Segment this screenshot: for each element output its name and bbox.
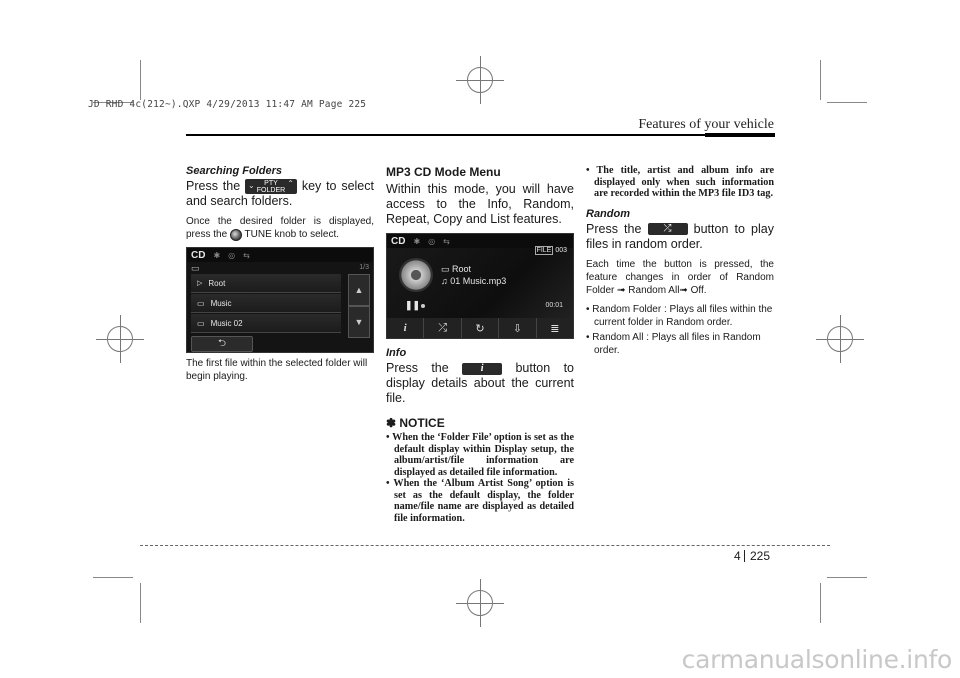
disc-icon: ◎ bbox=[428, 236, 436, 246]
chevron-down-icon: ⌄ bbox=[247, 181, 255, 191]
folder-row-music-02[interactable]: ▭ Music 02 bbox=[191, 314, 341, 333]
info-button[interactable]: i bbox=[403, 322, 407, 334]
heading-random: Random bbox=[586, 207, 630, 220]
control-bar bbox=[387, 318, 573, 338]
tune-knob-icon bbox=[230, 229, 242, 241]
registration-mark-icon bbox=[107, 326, 133, 352]
watermark: carmanualsonline.info bbox=[681, 645, 952, 674]
registration-mark-icon bbox=[827, 326, 853, 352]
random-icon: ⤮ bbox=[648, 223, 688, 235]
section-title: Features of your vehicle bbox=[638, 117, 774, 132]
column-mp3-menu bbox=[386, 165, 574, 524]
folder-icon: ▭ bbox=[441, 264, 450, 274]
random-bullet: • Random All : Plays all files in Random order. bbox=[586, 331, 761, 356]
notice-item: • When the ‘Album Artist Song’ option is set as the default display, the folder name/file name are displayed as detailed file information. bbox=[386, 478, 574, 524]
chapter-number: 4 bbox=[734, 549, 741, 563]
screen-statusbar: CD ✱ ◎ ⇆ bbox=[187, 248, 373, 262]
usb-icon: ⇆ bbox=[243, 250, 250, 260]
crop-mark bbox=[140, 583, 141, 623]
paragraph-press-pty: Press the ⌄ PTY FOLDER ⌃ key to select and search folders. bbox=[186, 179, 374, 209]
screen-statusbar: CD ✱ ◎ ⇆ bbox=[387, 234, 573, 248]
play-icon: ▷ bbox=[197, 280, 203, 288]
list-button[interactable]: ≣ bbox=[536, 318, 573, 338]
folder-row-music[interactable]: ▭ Music bbox=[191, 294, 341, 313]
crop-mark bbox=[140, 60, 141, 100]
heading-info: Info bbox=[386, 347, 407, 359]
folder-list-screen bbox=[186, 247, 374, 353]
header-rule bbox=[186, 134, 774, 136]
notice-item: • When the ‘Folder File’ option is set as the default display within Display setup, the album/artist/file information are displayed as detailed file information. bbox=[386, 432, 574, 478]
heading-searching-folders: Searching Folders bbox=[186, 165, 282, 177]
copy-button[interactable]: ⇩ bbox=[498, 318, 535, 338]
random-button[interactable]: ⤮ bbox=[423, 318, 460, 338]
header-rule-accent bbox=[705, 133, 775, 137]
footer-dashed-rule bbox=[140, 545, 830, 546]
track-name: ♫ 01 Music.mp3 bbox=[441, 276, 507, 286]
paragraph-random: Press the ⤮ button to play files in random order. bbox=[586, 221, 774, 251]
crop-mark bbox=[820, 60, 821, 100]
crop-mark bbox=[827, 577, 867, 578]
repeat-button[interactable]: ↻ bbox=[461, 318, 498, 338]
column-random bbox=[586, 165, 774, 359]
page-separator bbox=[744, 550, 745, 562]
random-bullet: • Random Folder : Plays all files within the current folder in Random order. bbox=[586, 303, 773, 328]
disc-icon: ◎ bbox=[228, 250, 236, 260]
heading-mp3-cd-mode: MP3 CD Mode Menu bbox=[386, 165, 501, 179]
caption-first-file: The first file within the selected folder will begin playing. bbox=[186, 358, 368, 383]
music-note-icon: ♫ bbox=[441, 276, 448, 286]
folder-icon: ▭ bbox=[197, 318, 205, 328]
pause-icon[interactable]: ❚❚ bbox=[405, 300, 421, 310]
registration-mark-icon bbox=[467, 67, 493, 93]
elapsed-time: 00:01 bbox=[545, 302, 563, 309]
notice-title: ✽ NOTICE bbox=[386, 416, 445, 430]
registration-mark-icon bbox=[467, 590, 493, 616]
column-searching-folders bbox=[186, 165, 374, 389]
paragraph-info: Press the i button to display details about the current file. bbox=[386, 361, 574, 405]
scroll-up-button[interactable]: ▲ bbox=[348, 274, 370, 306]
disc-art-icon bbox=[399, 258, 433, 292]
scroll-down-button[interactable]: ▼ bbox=[348, 306, 370, 338]
info-icon: i bbox=[462, 363, 502, 375]
pty-folder-button: ⌄ PTY FOLDER ⌃ bbox=[245, 179, 297, 194]
back-button[interactable]: ⮌ bbox=[191, 336, 253, 352]
folder-row-root[interactable]: ▷ Root bbox=[191, 274, 341, 293]
folder-icon: ▭ bbox=[191, 263, 200, 274]
print-header: JD RHD 4c(212~).QXP 4/29/2013 11:47 AM Page 225 bbox=[88, 99, 367, 110]
folder-icon: ▭ bbox=[197, 298, 205, 308]
paragraph-random-cycle: Each time the button is pressed, the feature changes in order of Random Folder ➟ Random All➟ Off. bbox=[586, 258, 774, 296]
chevron-up-icon: ⌃ bbox=[287, 179, 294, 189]
file-counter: FILE 003 bbox=[536, 247, 567, 254]
paragraph-tune-knob: Once the desired folder is displayed, press the TUNE knob to select. bbox=[186, 216, 374, 241]
bluetooth-icon: ✱ bbox=[413, 236, 421, 246]
page-number: 225 bbox=[750, 549, 771, 563]
folder-name: ▭ Root bbox=[441, 264, 472, 274]
crop-mark bbox=[820, 583, 821, 623]
page-indicator: 1/3 bbox=[359, 264, 369, 272]
progress-dot bbox=[421, 304, 425, 308]
id3-note: • The title, artist and album info are displayed only when such information are recorded within the MP3 file ID3 tag. bbox=[586, 165, 774, 199]
bluetooth-icon: ✱ bbox=[213, 250, 221, 260]
crop-mark bbox=[93, 577, 133, 578]
mp3-player-screen bbox=[386, 233, 574, 339]
usb-icon: ⇆ bbox=[443, 236, 450, 246]
crop-mark bbox=[827, 102, 867, 103]
paragraph-mode-intro: Within this mode, you will have access to the Info, Random, Repeat, Copy and List features. bbox=[386, 182, 574, 226]
